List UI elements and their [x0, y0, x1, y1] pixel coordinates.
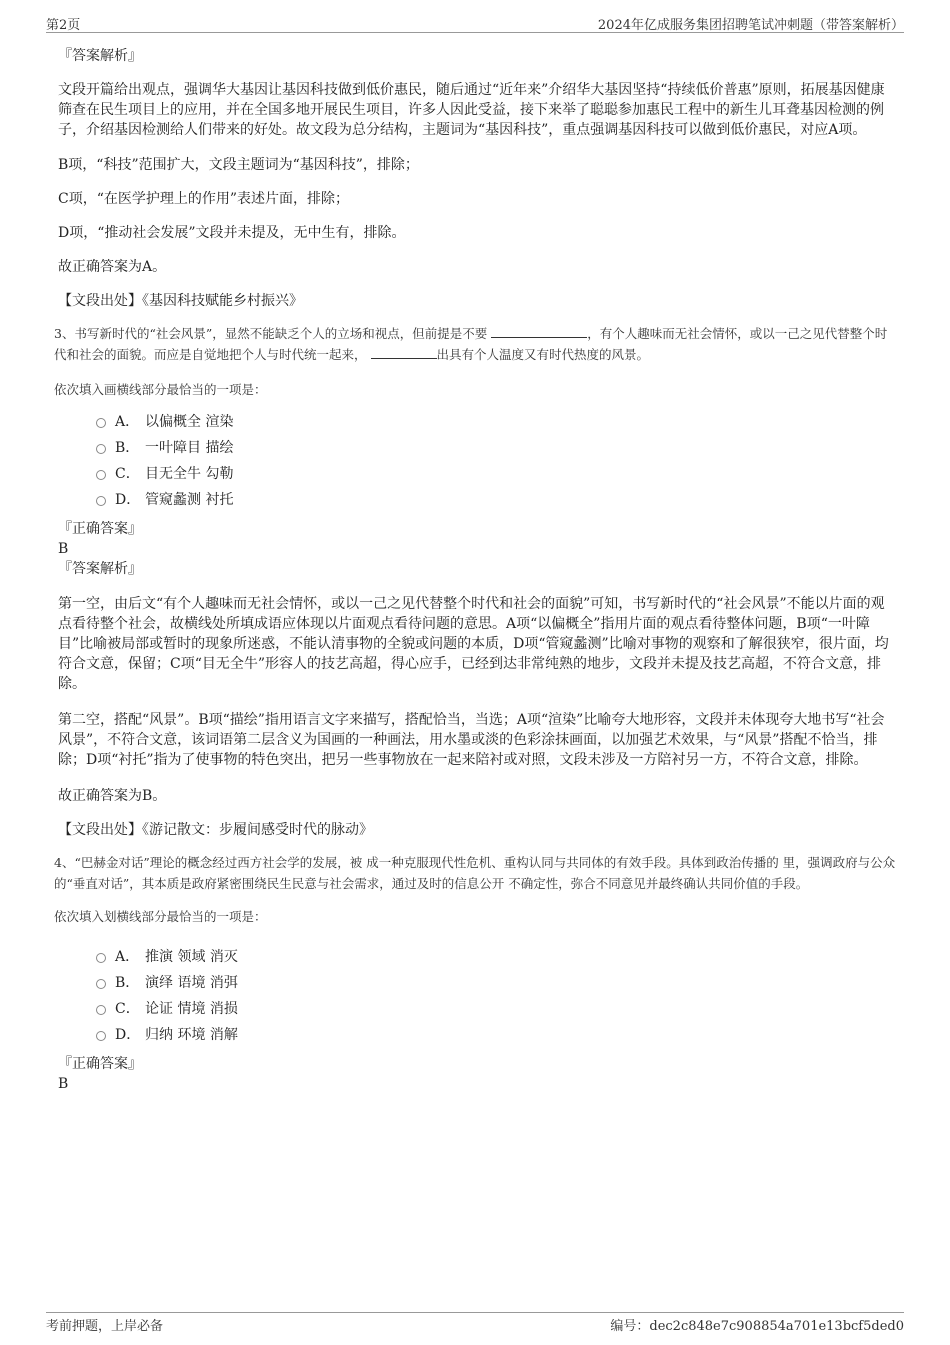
q3-blank-1	[491, 325, 587, 338]
radio-icon[interactable]	[96, 444, 106, 454]
radio-icon[interactable]	[96, 470, 106, 480]
q3-correct-label: 『正确答案』	[58, 521, 142, 537]
q4-correct-answer: B	[58, 1076, 69, 1092]
q4-options	[58, 944, 898, 1048]
document-title: 2024年亿成服务集团招聘笔试冲刺题（带答案解析）	[597, 18, 904, 33]
q3-option-b[interactable]: B． 一叶障目 描绘	[58, 435, 898, 461]
q2-analysis-paragraph-2: B项，“科技”范围扩大，文段主题词为“基因科技”，排除；	[58, 157, 419, 173]
q3-stem-part-a: 3、书写新时代的“社会风景”，显然不能缺乏个人的立场和视点，但前提是不要	[54, 326, 488, 341]
radio-icon[interactable]	[96, 418, 106, 428]
q3-analysis-paragraph-1: 第一空，由后文“有个人趣味而无社会情怀，或以一己之见代替整个时代和社会的面貌”可知，书写新时代的“社会风景”不能以片面的观点看待整个社会，故横线处所填成语应体现以片面观点看待问题的意思。A项“以偏概全”指用片面的观点看待整体问题，B项“一叶障目”比喻被局部或暂时的现象所迷惑，不能认清事物的全貌或问题的本质，D项“管窥蠡测”比喻对事物的观察和了解很狭窄，很片面，均符合文意，保留；C项“目无全牛”形容人的技艺高超，得心应手，已经到达非常纯熟的地步，文段并未提及技艺高超，不符合文意，排除。	[58, 596, 889, 692]
page-number: 第2页	[46, 18, 81, 33]
radio-icon[interactable]	[96, 1031, 106, 1041]
q3-option-d[interactable]: D． 管窥蠡测 衬托	[58, 487, 898, 513]
q4-option-d[interactable]: D． 归纳 环境 消解	[58, 1022, 898, 1048]
q3-source: 【文段出处】《游记散文：步履间感受时代的脉动》	[58, 822, 373, 838]
q3-option-a[interactable]: A． 以偏概全 渲染	[58, 409, 898, 435]
q2-source: 【文段出处】《基因科技赋能乡村振兴》	[58, 293, 303, 309]
q3-stem-part-b: ，有个人趣味而无社会情怀，或以一己之见代替整个时代和社会的面貌。而应是自觉地把个人与时代统一起来，	[54, 326, 888, 362]
q3-option-c[interactable]: C． 目无全牛 勾勒	[58, 461, 898, 487]
q3-stem-part-c: 出具有个人温度又有时代热度的风景。	[436, 347, 650, 362]
q2-analysis-paragraph-4: D项，“推动社会发展”文段并未提及，无中生有，排除。	[58, 225, 406, 241]
page-header	[46, 14, 904, 33]
q2-answer-conclusion: 故正确答案为A。	[58, 259, 167, 275]
q4-correct-label: 『正确答案』	[58, 1056, 142, 1072]
footer-slogan: 考前押题，上岸必备	[46, 1319, 164, 1334]
q3-prompt: 依次填入画横线部分最恰当的一项是：	[54, 382, 267, 397]
page-footer	[46, 1312, 904, 1333]
q3-options	[58, 409, 898, 513]
q3-analysis-label: 『答案解析』	[58, 561, 142, 577]
q2-analysis-paragraph-3: C项，“在医学护理上的作用”表述片面，排除；	[58, 191, 350, 207]
q3-blank-2	[371, 346, 437, 359]
document-code: 编号：dec2c848e7c908854a701e13bcf5ded0	[610, 1319, 904, 1334]
q3-analysis-paragraph-2: 第二空，搭配“风景”。B项“描绘”指用语言文字来描写，搭配恰当，当选；A项“渲染”比喻夸大地形容，文段并未体现夸大地书写“社会风景”，不符合文意，该词语第二层含义为国画的一种画法，用水墨或淡的色彩涂抹画面，以加强艺术效果，与“风景”搭配不恰当，排除；D项“衬托”指为了使事物的特色突出，把另一些事物放在一起来陪衬或对照，文段未涉及一方陪衬另一方，不符合文意，排除。	[58, 712, 885, 768]
radio-icon[interactable]	[96, 496, 106, 506]
q4-option-a[interactable]: A． 推演 领域 消灭	[58, 944, 898, 970]
q4-stem: 4、“巴赫金对话”理论的概念经过西方社会学的发展，被 成一种克服现代性危机、重构认同与共同体的有效手段。具体到政治传播的 里，强调政府与公众的“垂直对话”，其本质是政府紧密围绕民生民意与社会需求，通过及时的信息公开 不确定性，弥合不同意见并最终确认共同价值的手段。	[54, 855, 896, 891]
q2-analysis-paragraph-1: 文段开篇给出观点，强调华大基因让基因科技做到低价惠民，随后通过“近年来”介绍华大基因坚持“持续低价普惠”原则，拓展基因健康筛查在民生项目上的应用，并在全国多地开展民生项目，许多人因此受益，接下来举了聪聪参加惠民工程中的新生儿耳聋基因检测的例子，介绍基因检测给人们带来的好处。故文段为总分结构，主题词为“基因科技”，重点强调基因科技可以做到低价惠民，对应A项。	[58, 82, 885, 138]
page-content	[54, 46, 898, 1094]
radio-icon[interactable]	[96, 953, 106, 963]
q2-analysis-label: 『答案解析』	[58, 48, 142, 64]
radio-icon[interactable]	[96, 979, 106, 989]
radio-icon[interactable]	[96, 1005, 106, 1015]
q4-option-b[interactable]: B． 演绎 语境 消弭	[58, 970, 898, 996]
q3-answer-conclusion: 故正确答案为B。	[58, 788, 167, 804]
q3-correct-answer: B	[58, 541, 69, 557]
q3-stem	[54, 323, 898, 365]
q4-prompt: 依次填入划横线部分最恰当的一项是：	[54, 909, 267, 924]
q4-option-c[interactable]: C． 论证 情境 消损	[58, 996, 898, 1022]
